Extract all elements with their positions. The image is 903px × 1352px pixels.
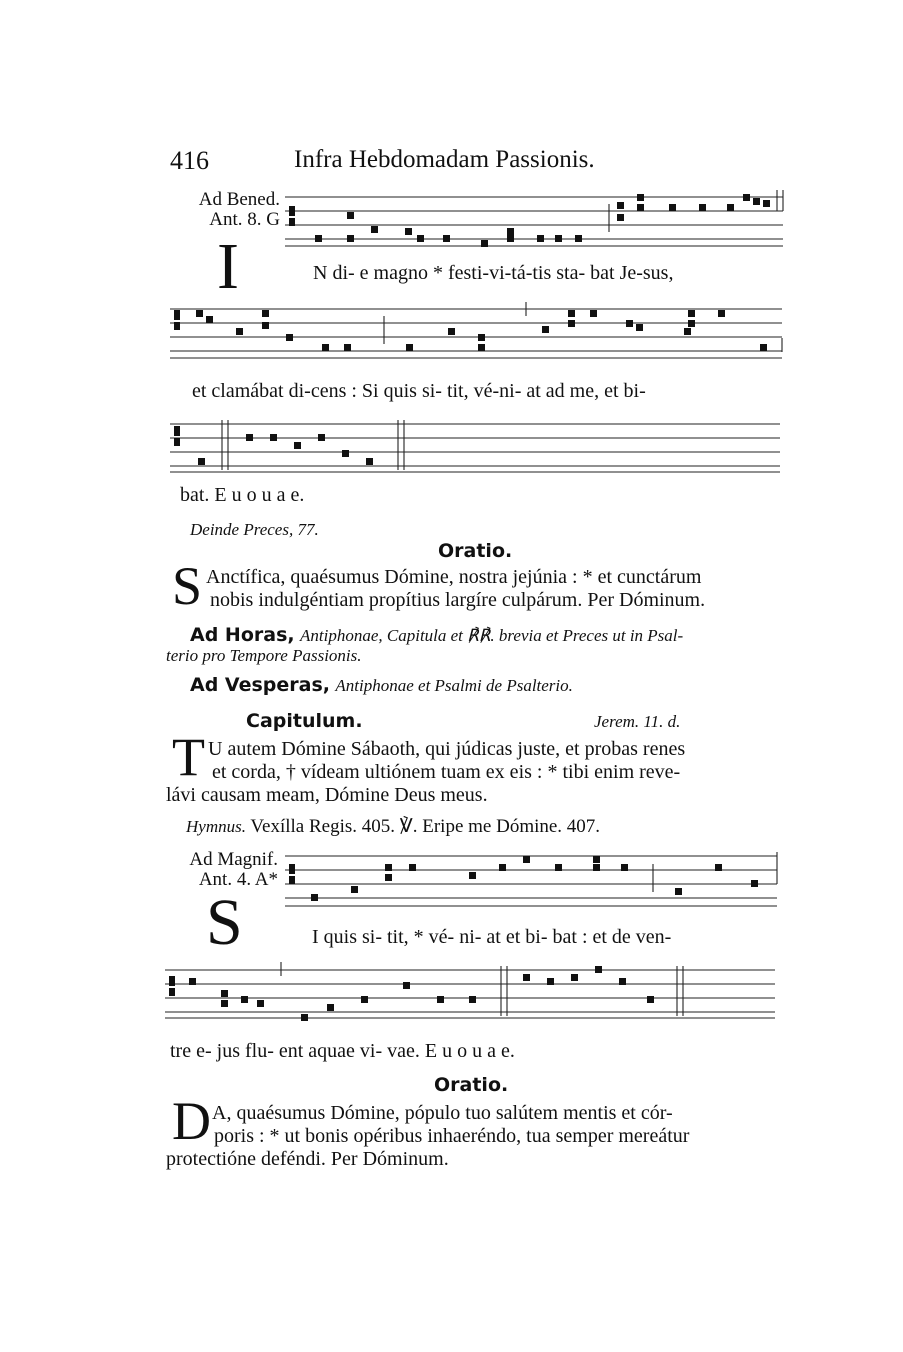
oratio2-line1: A, quaésumus Dómine, pópulo tuo salútem mentis et cór- (212, 1102, 673, 1124)
music-staff-5 (165, 962, 780, 1022)
antiphon1-label-line2: Ant. 8. G (209, 209, 280, 230)
preces-note: Deinde Preces, 77. (190, 520, 319, 539)
antiphon2-label-line2: Ant. 4. A* (198, 869, 278, 890)
ad-horas-line2: terio pro Tempore Passionis. (166, 646, 362, 665)
hymnus-label: Hymnus. (186, 817, 246, 836)
capitulum-line1: U autem Dómine Sábaoth, qui júdicas juste, et probas renes (208, 738, 686, 760)
hymnus-line (186, 815, 600, 838)
music-staff-2 (170, 302, 785, 364)
ad-horas-label: Ad Horas, (190, 624, 295, 646)
hymnus-text: Vexílla Regis. 405. ℣. Eripe me Dómine. 407. (250, 816, 601, 837)
ad-vesperas-rubric (190, 674, 573, 696)
capitulum-line2: et corda, † vídeam ultiónem tuam ex eis : * tibi enim reve- (212, 761, 681, 783)
page-number: 416 (170, 146, 209, 175)
running-title: Infra Hebdomadam Passionis. (294, 146, 595, 173)
antiphon1-initial: I (217, 230, 239, 303)
oratio1-line2: nobis indulgéntiam propítius largíre culpárum. Per Dóminum. (210, 589, 706, 611)
oratio1-heading: Oratio. (438, 540, 513, 562)
ad-horas-rubric (190, 624, 683, 646)
capitulum-line3: lávi causam meam, Dómine Deus meus. (166, 784, 488, 806)
music-staff-3 (170, 418, 782, 474)
oratio1-dropcap: S (172, 556, 203, 616)
capitulum-dropcap: T (172, 727, 205, 787)
oratio2-heading: Oratio. (434, 1074, 509, 1096)
music-staff-1 (285, 190, 785, 252)
oratio2-line3: protectióne deféndi. Per Dóminum. (166, 1148, 449, 1170)
antiphon1-lyrics-line2: et clamábat di-cens : Si quis si- tit, vé-ni- at ad me, et bi- (192, 380, 646, 402)
oratio2-dropcap: D (172, 1091, 211, 1151)
antiphon1-label-line1: Ad Bened. (198, 189, 280, 210)
antiphon2-label-line1: Ad Magnif. (189, 849, 278, 870)
antiphon1-lyrics-line1: N di- e magno * festi-vi-tá-tis sta- bat Je-sus, (313, 262, 674, 284)
music-staff-4 (285, 848, 781, 912)
antiphon2-label (160, 850, 278, 890)
antiphon1-label (160, 190, 280, 230)
antiphon2-lyrics-line1: I quis si- tit, * vé- ni- at et bi- bat : et de ven- (312, 926, 672, 948)
ad-horas-line1: Antiphonae, Capitula et ℟℟. brevia et Preces ut in Psal- (300, 626, 684, 645)
oratio1-line1: Anctífica, quaésumus Dómine, nostra jejúnia : * et cunctárum (206, 566, 702, 588)
capitulum-heading: Capitulum. (246, 710, 363, 732)
capitulum-reference: Jerem. 11. d. (594, 712, 681, 731)
ad-vesperas-text: Antiphonae et Psalmi de Psalterio. (335, 676, 573, 695)
antiphon2-initial: S (206, 886, 243, 959)
antiphon2-lyrics-line2: tre e- jus flu- ent aquae vi- vae. E u o u a e. (170, 1040, 515, 1062)
oratio2-line2: poris : * ut bonis opéribus inhaeréndo, tua semper mereátur (214, 1125, 690, 1147)
ad-vesperas-label: Ad Vesperas, (190, 674, 330, 696)
antiphon1-lyrics-line3: bat. E u o u a e. (180, 484, 305, 506)
